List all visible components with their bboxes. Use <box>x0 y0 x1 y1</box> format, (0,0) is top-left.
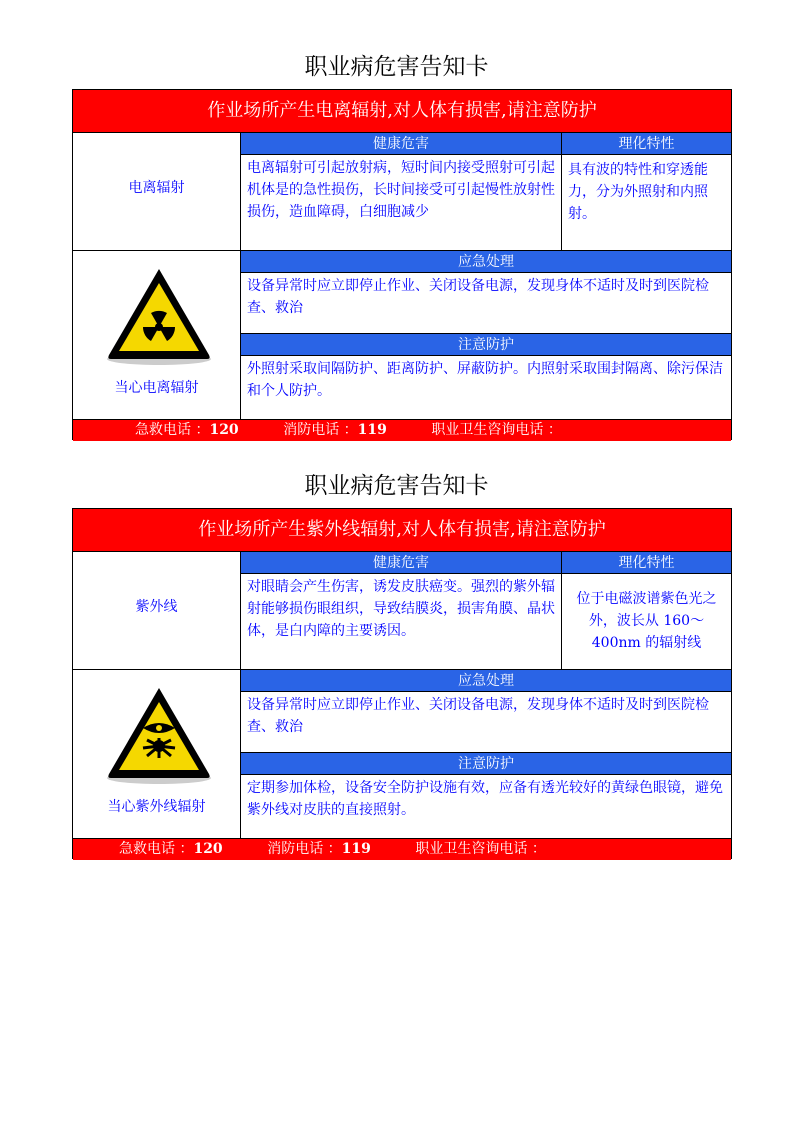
notice-card-2 <box>72 508 732 859</box>
card-2-title: 职业病危害告知卡 <box>304 473 489 499</box>
card-1-measures-row <box>73 251 731 420</box>
first-aid-number: 120 <box>209 422 239 438</box>
first-aid-label: 急救电话 ： <box>119 841 194 857</box>
card-1-sign-label: 当心电离辐射 <box>114 380 199 396</box>
fire-number: 119 <box>341 841 371 857</box>
consult-label: 职业卫生咨询电话 ： <box>431 422 562 438</box>
card-2-measures <box>241 670 731 838</box>
card-2-health-hazard-text: 对眼睛会产生伤害，诱发皮肤癌变。强烈的紫外辐射能够损伤眼组织，导致结膜炎，损害角膜、晶状体，是白内障的主要诱因。 <box>247 579 555 639</box>
card-1-protection-header: 注意防护 <box>241 334 731 356</box>
card-1-health-hazard-header: 健康危害 <box>241 133 561 155</box>
card-2-properties-header: 理化特性 <box>562 552 731 574</box>
card-1-hazard-row <box>73 133 731 251</box>
card-2-hazard-name: 紫外线 <box>135 599 178 615</box>
card-1-sign-cell <box>73 251 241 419</box>
card-2-emergency-text: 设备异常时应立即停止作业、关闭设备电源，发现身体不适时及时到医院检查、救治 <box>241 692 731 753</box>
card-2-banner: 作业场所产生紫外线辐射,对人体有损害,请注意防护 <box>73 509 731 552</box>
radiation-warning-icon <box>103 263 215 367</box>
card-2-protection-text: 定期参加体检，设备安全防护设施有效，应备有透光较好的黄绿色眼镜，避免紫外线对皮肤的直接照射。 <box>247 780 723 818</box>
card-2-properties-text: 位于电磁波谱紫色光之外，波长从 160～400nm 的辐射线 <box>576 591 717 651</box>
card-2-hazard-name-cell <box>73 552 241 669</box>
card-1-properties-header: 理化特性 <box>562 133 731 155</box>
fire-label: 消防电话 ： <box>267 841 342 857</box>
card-1-hazard-name: 电离辐射 <box>128 180 185 196</box>
card-2-footer <box>73 839 731 860</box>
card-2-hazard-row <box>73 552 731 670</box>
card-1-banner: 作业场所产生电离辐射,对人体有损害,请注意防护 <box>73 90 731 133</box>
card-2-emergency-header: 应急处理 <box>241 670 731 692</box>
card-1-emergency-header: 应急处理 <box>241 251 731 273</box>
card-1-hazard-name-cell <box>73 133 241 250</box>
card-1-footer <box>73 420 731 441</box>
card-1-properties <box>562 133 731 250</box>
card-2-measures-row <box>73 670 731 839</box>
ultraviolet-warning-icon <box>103 682 215 786</box>
card-1-emergency-text: 设备异常时应立即停止作业、关闭设备电源，发现身体不适时及时到医院检查、救治 <box>241 273 731 334</box>
fire-number: 119 <box>357 422 387 438</box>
first-aid-label: 急救电话 ： <box>135 422 210 438</box>
card-2-health-hazard <box>241 552 562 669</box>
consult-label: 职业卫生咨询电话 ： <box>415 841 546 857</box>
card-2-sign-label: 当心紫外线辐射 <box>107 799 206 815</box>
card-1-protection-text: 外照射采取间隔防护、距离防护、屏蔽防护。内照射采取围封隔离、除污保洁和个人防护。 <box>247 361 723 399</box>
card-1-properties-text: 具有波的特性和穿透能力，分为外照射和内照射。 <box>568 162 708 222</box>
card-1-title: 职业病危害告知卡 <box>304 54 489 80</box>
card-2-protection-header: 注意防护 <box>241 753 731 775</box>
notice-card-1 <box>72 89 732 440</box>
card-2-properties <box>562 552 731 669</box>
card-1-measures <box>241 251 731 419</box>
first-aid-number: 120 <box>193 841 223 857</box>
fire-label: 消防电话 ： <box>283 422 358 438</box>
card-2-health-hazard-header: 健康危害 <box>241 552 561 574</box>
card-2-sign-cell <box>73 670 241 838</box>
card-1-health-hazard-text: 电离辐射可引起放射病，短时间内接受照射可引起机体是的急性损伤，长时间接受可引起慢性放射性损伤，造血障碍，白细胞减少 <box>247 160 555 220</box>
card-1-health-hazard <box>241 133 562 250</box>
